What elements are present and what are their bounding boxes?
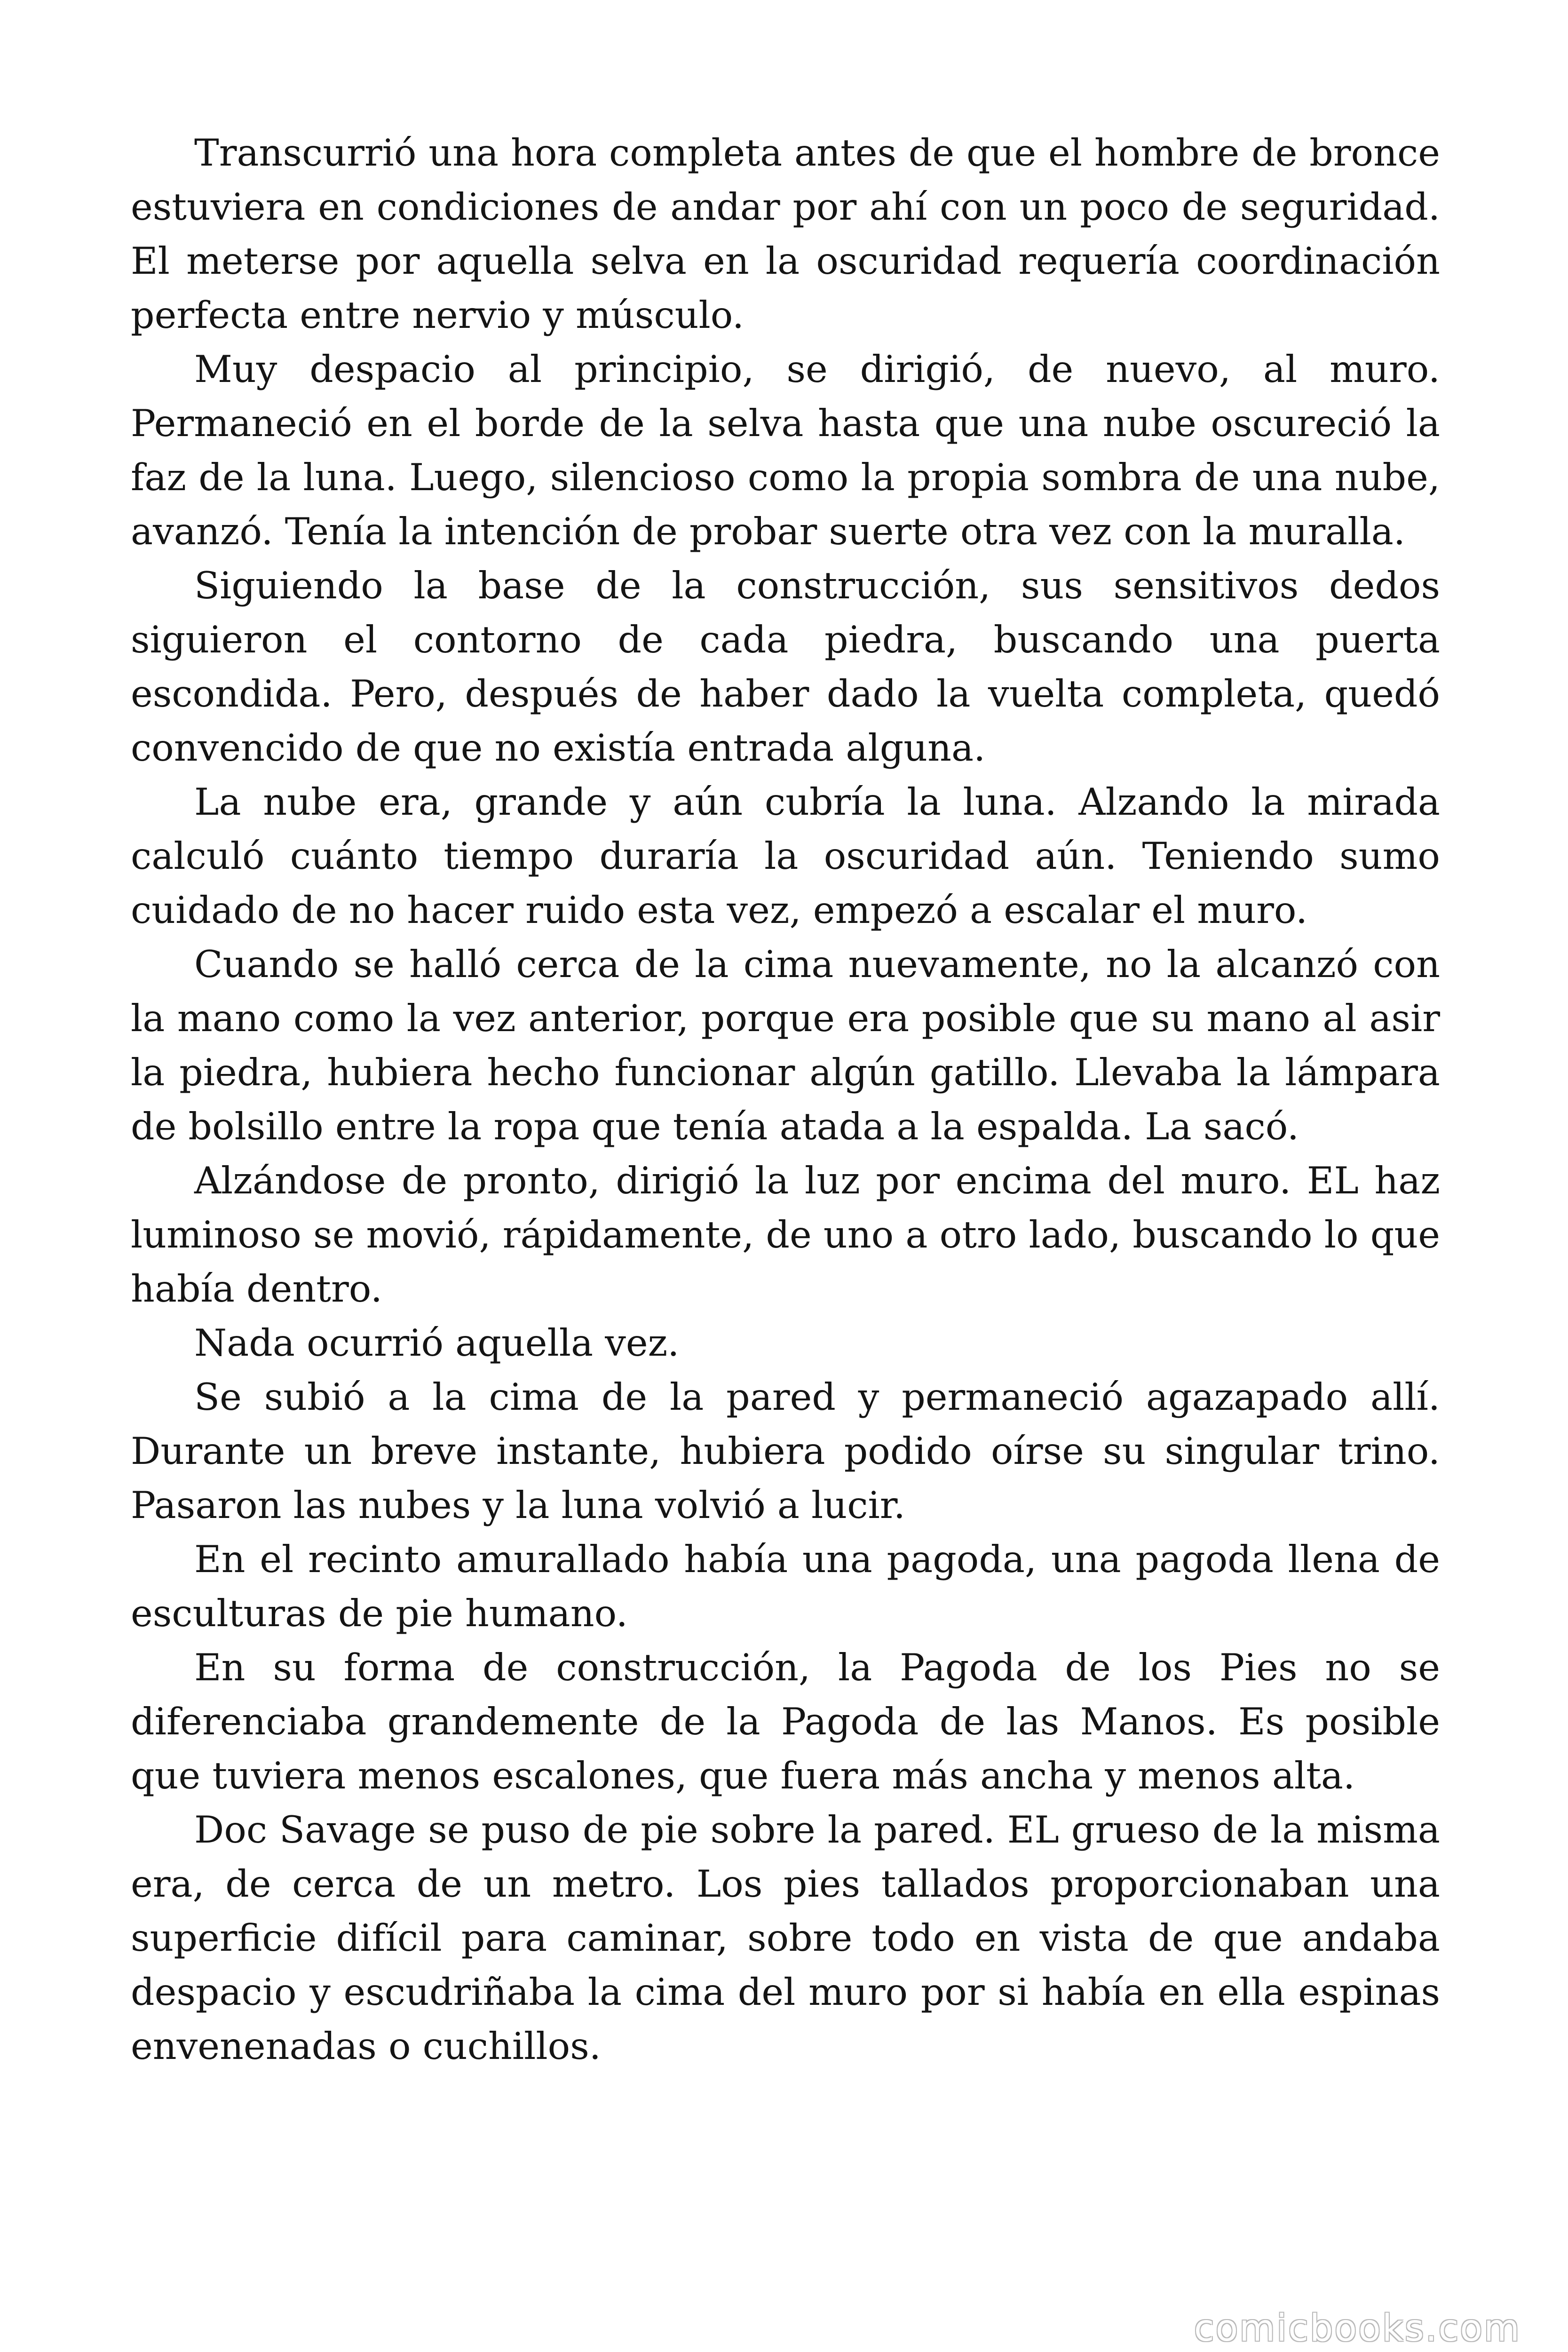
watermark: comicbooks.com [1194, 2307, 1521, 2350]
paragraph: Doc Savage se puso de pie sobre la pared. EL grueso de la misma era, de cerca de un metro. Los pies tallados proporcionaban una superficie difícil para caminar, sobre todo en vista de que andaba despacio y escudriñaba la cima del muro por si había en ella espinas envenenadas o cuchillos. [131, 1808, 1440, 2068]
paragraph: Cuando se halló cerca de la cima nuevamente, no la alcanzó con la mano como la vez anterior, porque era posible que su mano al asir la piedra, hubiera hecho funcionar algún gatillo. Llevaba la lámpara de bolsillo entre la ropa que tenía atada a la espalda. La sacó. [131, 943, 1440, 1148]
paragraph: Alzándose de pronto, dirigió la luz por encima del muro. EL haz luminoso se movió, rápidamente, de uno a otro lado, buscando lo que había dentro. [131, 1159, 1440, 1311]
paragraph: Nada ocurrió aquella vez. [194, 1321, 680, 1365]
paragraph: Se subió a la cima de la pared y permaneció agazapado allí. Durante un breve instante, hubiera podido oírse su singular trino. Pasaron las nubes y la luna volvió a lucir. [131, 1375, 1440, 1527]
paragraph: Muy despacio al principio, se dirigió, de nuevo, al muro. Permaneció en el borde de la selva hasta que una nube oscureció la faz de la luna. Luego, silencioso como la propia sombra de una nube, avanzó. Tenía la intención de probar suerte otra vez con la muralla. [131, 348, 1440, 553]
page-text-body [131, 126, 1440, 2074]
paragraph: En su forma de construcción, la Pagoda de los Pies no se diferenciaba grandemente de la Pagoda de las Manos. Es posible que tuviera menos escalones, que fuera más ancha y menos alta. [131, 1646, 1440, 1797]
paragraph: Transcurrió una hora completa antes de que el hombre de bronce estuviera en condiciones de andar por ahí con un poco de seguridad. El meterse por aquella selva en la oscuridad requería coordinación perfecta entre nervio y músculo. [131, 131, 1440, 337]
paragraph: La nube era, grande y aún cubría la luna. Alzando la mirada calculó cuánto tiempo duraría la oscuridad aún. Teniendo sumo cuidado de no hacer ruido esta vez, empezó a escalar el muro. [131, 780, 1440, 932]
paragraph: En el recinto amurallado había una pagoda, una pagoda llena de esculturas de pie humano. [131, 1538, 1440, 1635]
paragraph: Siguiendo la base de la construcción, sus sensitivos dedos siguieron el contorno de cada piedra, buscando una puerta escondida. Pero, después de haber dado la vuelta completa, quedó convencido de que no existía entrada alguna. [131, 564, 1440, 770]
